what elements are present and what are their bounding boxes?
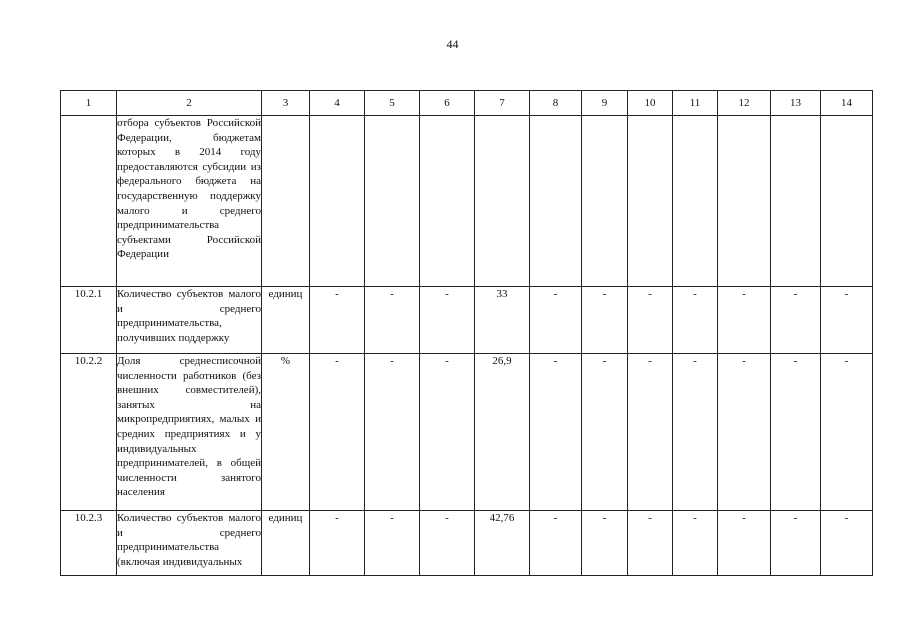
cell-value: - <box>628 287 673 354</box>
table-row <box>61 287 873 354</box>
column-header: 9 <box>582 91 628 116</box>
cell-value: 26,9 <box>475 354 530 511</box>
column-header: 7 <box>475 91 530 116</box>
cell-value <box>310 116 365 287</box>
cell-value: - <box>582 287 628 354</box>
cell-value: - <box>365 287 420 354</box>
cell-value: - <box>673 354 718 511</box>
cell-value <box>628 116 673 287</box>
row-description: Количество субъектов малого и среднего предпринимательства, получивших поддержку <box>117 287 262 354</box>
column-header: 1 <box>61 91 117 116</box>
column-header: 6 <box>420 91 475 116</box>
column-header: 2 <box>117 91 262 116</box>
cell-value: - <box>771 354 821 511</box>
cell-value: - <box>420 354 475 511</box>
cell-value: - <box>821 287 873 354</box>
row-code: 10.2.1 <box>61 287 117 354</box>
table-row <box>61 116 873 287</box>
cell-value <box>821 116 873 287</box>
column-header: 4 <box>310 91 365 116</box>
cell-value: - <box>530 354 582 511</box>
cell-value: - <box>310 354 365 511</box>
row-description: Доля среднесписочной численности работников (без внешних совместителей), занятых на микропредприятиях, малых и средних предприятиях и у индивидуальных предпринимателей, в общей численности занятого населения <box>117 354 262 511</box>
column-header: 5 <box>365 91 420 116</box>
cell-value: - <box>673 511 718 576</box>
column-header: 3 <box>262 91 310 116</box>
cell-value: 42,76 <box>475 511 530 576</box>
cell-value: - <box>310 511 365 576</box>
cell-value: - <box>420 511 475 576</box>
column-header: 13 <box>771 91 821 116</box>
cell-value <box>718 116 771 287</box>
row-unit: единиц <box>262 287 310 354</box>
row-code: 10.2.2 <box>61 354 117 511</box>
table-row <box>61 511 873 576</box>
cell-value: - <box>771 511 821 576</box>
cell-value: - <box>310 287 365 354</box>
cell-value: - <box>718 354 771 511</box>
cell-value <box>420 116 475 287</box>
row-unit <box>262 116 310 287</box>
column-header: 12 <box>718 91 771 116</box>
row-unit: единиц <box>262 511 310 576</box>
header-row <box>61 91 873 116</box>
cell-value: - <box>582 511 628 576</box>
cell-value: - <box>628 354 673 511</box>
indicators-table <box>60 90 873 576</box>
cell-value: - <box>821 511 873 576</box>
column-header: 11 <box>673 91 718 116</box>
cell-value: - <box>718 511 771 576</box>
table-row <box>61 354 873 511</box>
cell-value: - <box>628 511 673 576</box>
cell-value: 33 <box>475 287 530 354</box>
row-code <box>61 116 117 287</box>
column-header: 8 <box>530 91 582 116</box>
cell-value <box>582 116 628 287</box>
cell-value: - <box>821 354 873 511</box>
column-header: 10 <box>628 91 673 116</box>
cell-value <box>673 116 718 287</box>
cell-value: - <box>365 511 420 576</box>
row-unit: % <box>262 354 310 511</box>
cell-value <box>530 116 582 287</box>
row-description: Количество субъектов малого и среднего предпринимательства (включая индивидуальных <box>117 511 262 576</box>
cell-value <box>771 116 821 287</box>
cell-value <box>365 116 420 287</box>
page-number: 44 <box>446 37 459 51</box>
cell-value: - <box>582 354 628 511</box>
cell-value: - <box>420 287 475 354</box>
cell-value: - <box>365 354 420 511</box>
column-header: 14 <box>821 91 873 116</box>
cell-value: - <box>771 287 821 354</box>
row-code: 10.2.3 <box>61 511 117 576</box>
cell-value: - <box>718 287 771 354</box>
cell-value: - <box>673 287 718 354</box>
cell-value <box>475 116 530 287</box>
cell-value: - <box>530 511 582 576</box>
cell-value: - <box>530 287 582 354</box>
row-description: отбора субъектов Российской Федерации, бюджетам которых в 2014 году предоставляются субсидии из федерального бюджета на государственную поддержку малого и среднего предпринимательства субъектами Российской Федерации <box>117 116 262 287</box>
